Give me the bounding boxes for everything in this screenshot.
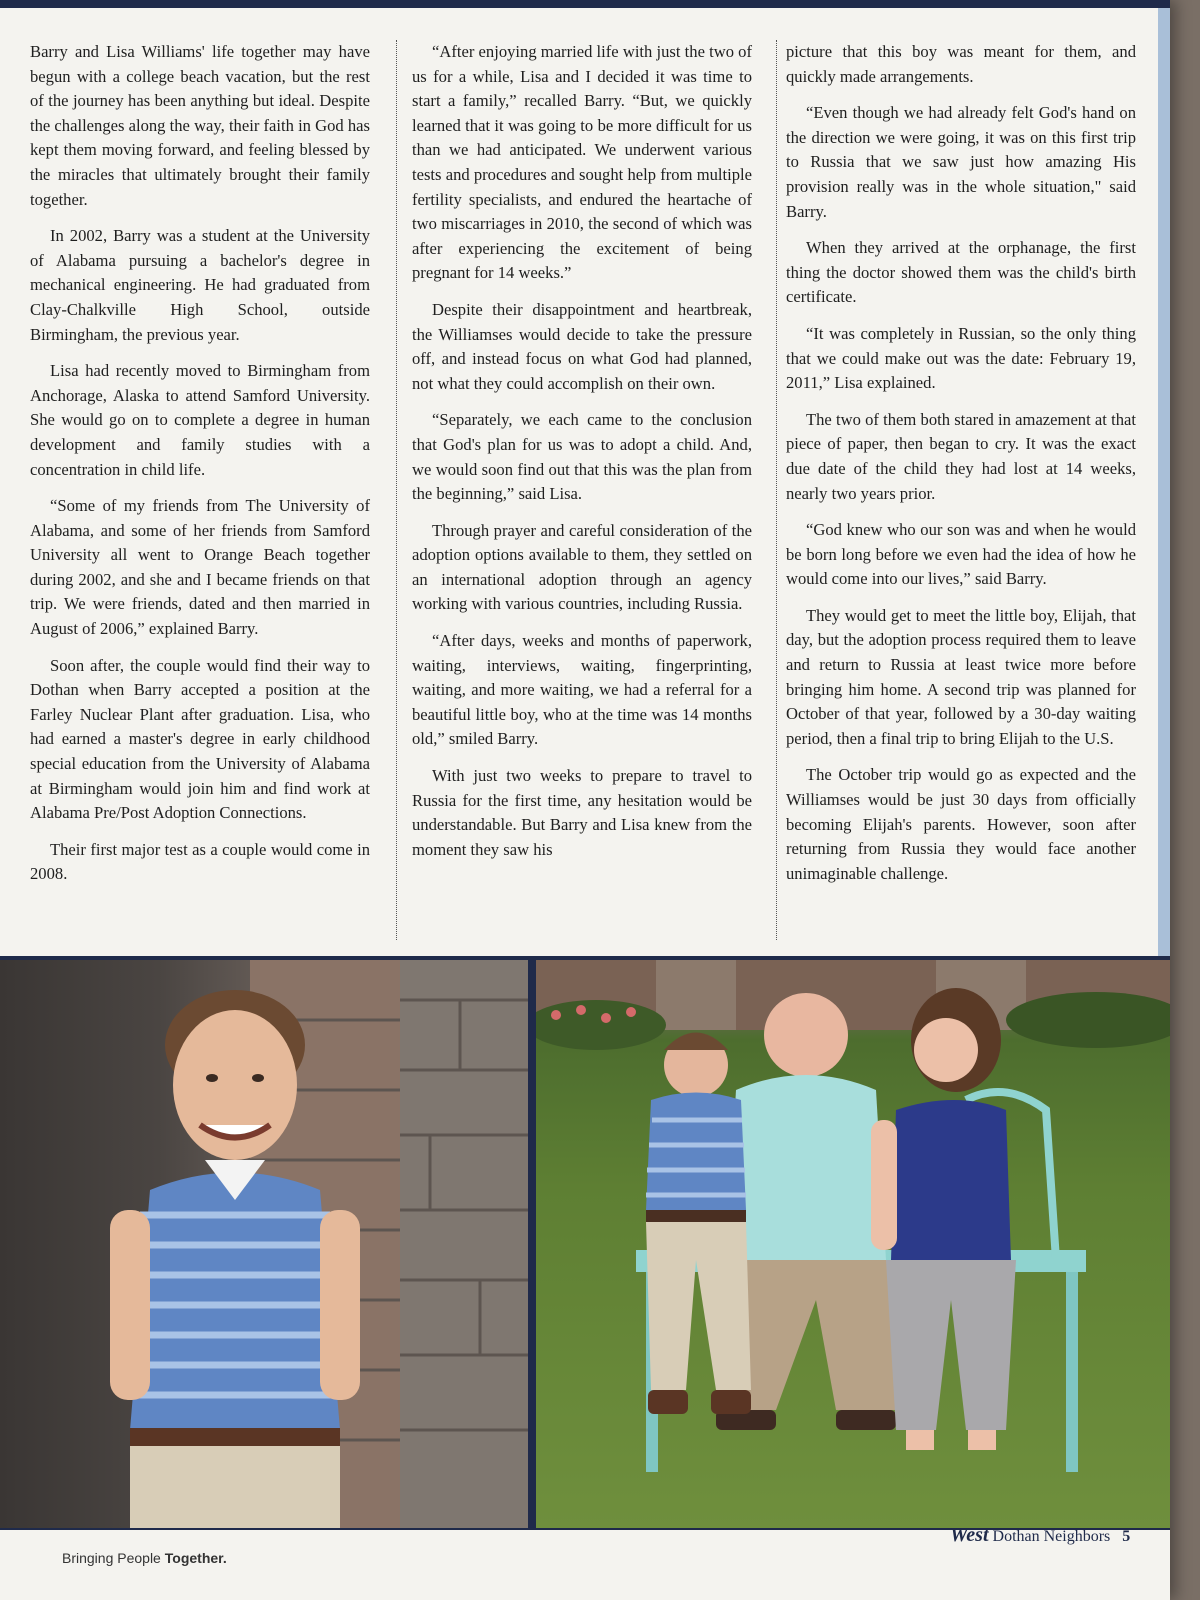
page-number: 5 [1122, 1528, 1131, 1545]
article-column-2 [412, 40, 752, 874]
paragraph: In 2002, Barry was a student at the University of Alabama pursuing a bachelor's degree in mechanical engineering. He had graduated from Clay-Chalkville High School, outside Birmingham, the previous year. [30, 226, 370, 344]
paragraph: “After days, weeks and months of paperwork, waiting, interviews, waiting, fingerprinting, waiting, and more waiting, we had a referral for a beautiful little boy, who at the time was 14 months old,” smiled Barry. [412, 631, 752, 749]
paragraph: “After enjoying married life with just the two of us for a while, Lisa and I decided it was time to start a family,” recalled Barry. “But, we quickly learned that it was going to be more difficult for us than we had anticipated. We underwent various tests and procedures and sought help from multiple fertility specialists, and endured the heartache of two miscarriages in 2010, the second of which was after experiencing the excitement of being pregnant for 14 weeks.” [412, 42, 752, 283]
paragraph: “Even though we had already felt God's hand on the direction we were going, it was on this first trip to Russia that we saw just how amazing His provision really was in the whole situation," said Barry. [786, 103, 1136, 221]
paragraph: The October trip would go as expected and the Williamses would be just 30 days from officially becoming Elijah's parents. However, soon after returning from Russia they would face another unimaginable challenge. [786, 765, 1136, 883]
tagline-bold: Together. [164, 1550, 227, 1566]
paragraph: “Some of my friends from The University of Alabama, and some of her friends from Samford University all went to Orange Beach together during 2002, and she and I became friends on that trip. We were friends, dated and then married in August of 2006,” explained Barry. [30, 496, 370, 639]
paragraph: “It was completely in Russian, so the only thing that we could make out was the date: February 19, 2011,” Lisa explained. [786, 323, 1136, 393]
photo-family-bench [536, 960, 1170, 1528]
paragraph: Despite their disappointment and heartbreak, the Williamses would decide to take the pressure off, and instead focus on what God had planned, not what they could accomplish on their own. [412, 299, 752, 393]
paragraph: They would get to meet the little boy, Elijah, that day, but the adoption process required them to leave and return to Russia at least twice more before bringing him home. A second trip was planned for October of that year, followed by a 30-day waiting period, then a final trip to bring Elijah to the U.S. [786, 605, 1136, 748]
edge-strip [1158, 8, 1170, 958]
tagline-prefix: Bringing People [62, 1550, 165, 1566]
paragraph: “God knew who our son was and when he would be born long before we even had the idea of how he would come into our lives,” said Barry. [786, 520, 1136, 589]
tagline [62, 1550, 227, 1566]
article-column-1 [30, 40, 370, 899]
column-divider [776, 40, 777, 940]
top-rule [0, 0, 1170, 8]
paragraph: With just two weeks to prepare to travel to Russia for the first time, any hesitation would be understandable. But Barry and Lisa knew from the moment they saw his [412, 766, 752, 859]
paragraph: Lisa had recently moved to Birmingham from Anchorage, Alaska to attend Samford University. She would go on to complete a degree in human development and family studies with a concentration in child life. [30, 361, 370, 479]
paragraph: Soon after, the couple would find their way to Dothan when Barry accepted a position at the Farley Nuclear Plant after graduation. Lisa, who had earned a master's degree in early childhood special education from the University of Alabama at Birmingham would join him and find work at Alabama Pre/Post Adoption Connections. [30, 655, 370, 823]
paragraph: When they arrived at the orphanage, the first thing the doctor showed them was the child's birth certificate. [786, 238, 1136, 307]
paragraph: Their first major test as a couple would come in 2008. [30, 839, 370, 884]
column-divider [396, 40, 397, 940]
masthead-west: West [950, 1524, 989, 1546]
paragraph: The two of them both stared in amazement at that piece of paper, then began to cry. It was the exact due date of the child they had lost at 14 weeks, nearly two years prior. [786, 409, 1136, 503]
paragraph: Barry and Lisa Williams' life together may have begun with a college beach vacation, but the rest of the journey has been anything but ideal. Despite the challenges along the way, their faith in God has kept them moving forward, and feeling blessed by the miracles that ultimately brought their family together. [30, 42, 370, 209]
photo-boy-portrait [0, 960, 528, 1528]
article-column-3 [786, 40, 1136, 898]
paragraph: picture that this boy was meant for them, and quickly made arrangements. [786, 42, 1136, 86]
masthead-title: Dothan Neighbors [992, 1528, 1111, 1545]
paragraph: Through prayer and careful consideration of the adoption options available to them, they settled on an international adoption through an agency working with various countries, including Russia. [412, 520, 752, 614]
paragraph: “Separately, we each came to the conclusion that God's plan for us was to adopt a child. And, we would soon find out that this was the plan from the beginning,” said Lisa. [412, 410, 752, 504]
publication-masthead [950, 1524, 1130, 1547]
